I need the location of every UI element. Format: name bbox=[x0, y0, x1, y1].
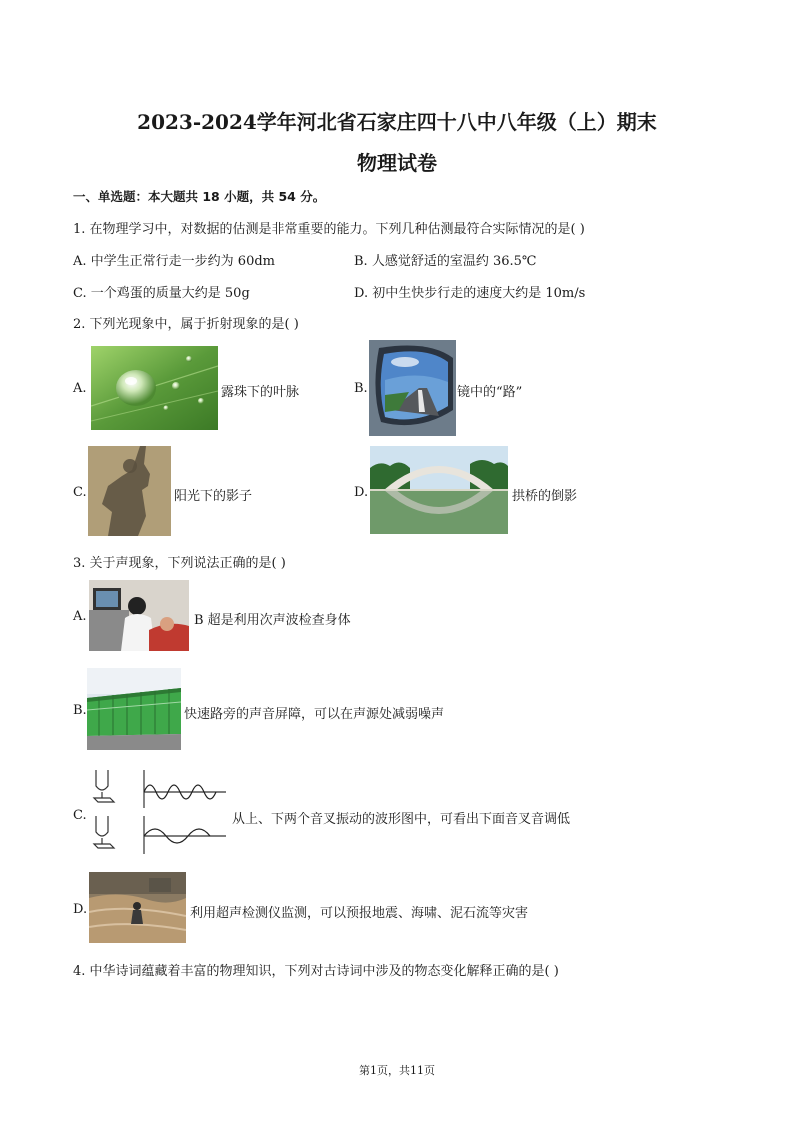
q3-option-b-letter: B. bbox=[73, 703, 87, 718]
q3-option-d-letter: D. bbox=[73, 902, 88, 917]
question-2-stem: 2. 下列光现象中，属于折射现象的是( ) bbox=[73, 317, 299, 332]
question-1-stem: 1. 在物理学习中，对数据的估测是非常重要的能力。下列几种估测最符合实际情况的是( ) bbox=[73, 222, 585, 237]
tuning-fork-waveform-diagram bbox=[88, 766, 230, 858]
question-4-stem: 4. 中华诗词蕴藏着丰富的物理知识，下列对古诗词中涉及的物态变化解释正确的是( ) bbox=[73, 964, 559, 979]
q3-option-c-letter: C. bbox=[73, 808, 87, 823]
q2-option-d-text: 拱桥的倒影 bbox=[512, 489, 578, 504]
option-text: 一个鸡蛋的质量大约是 50g bbox=[90, 286, 250, 301]
q3-option-b-text: 快速路旁的声音屏障，可以在声源处减弱噪声 bbox=[184, 707, 445, 722]
page-subtitle: 物理试卷 bbox=[357, 151, 437, 175]
section-heading: 一、单选题：本大题共 18 小题，共 54 分。 bbox=[73, 189, 326, 204]
q3-option-c-text: 从上、下两个音叉振动的波形图中，可看出下面音叉音调低 bbox=[232, 812, 571, 827]
q3-option-d-text: 利用超声检测仪监测，可以预报地震、海啸、泥石流等灾害 bbox=[190, 906, 529, 921]
option-letter: B. bbox=[354, 254, 368, 269]
q3-option-a-text: B 超是利用次声波检查身体 bbox=[194, 613, 351, 628]
q2-option-a-letter: A. bbox=[73, 381, 87, 396]
q1-option-d bbox=[354, 282, 585, 301]
dewdrop-leaf-image bbox=[91, 346, 218, 430]
page-title: 2023-2024学年河北省石家庄四十八中八年级（上）期末 bbox=[137, 110, 657, 134]
option-letter: C. bbox=[73, 286, 87, 301]
car-mirror-image bbox=[369, 340, 456, 436]
q2-option-b-text: 镜中的“路” bbox=[457, 385, 523, 400]
q1-option-b bbox=[354, 250, 536, 269]
option-text: 中学生正常行走一步约为 60dm bbox=[90, 254, 275, 269]
sound-barrier-image bbox=[87, 668, 181, 750]
q1-option-c bbox=[73, 282, 250, 301]
q2-option-c-letter: C. bbox=[73, 485, 87, 500]
q3-option-a-letter: A. bbox=[73, 609, 87, 624]
mudslide-image bbox=[89, 872, 186, 943]
question-3-stem: 3. 关于声现象，下列说法正确的是( ) bbox=[73, 556, 286, 571]
page-footer: 第1页，共11页 bbox=[359, 1064, 435, 1077]
q2-option-a-text: 露珠下的叶脉 bbox=[221, 385, 300, 400]
option-text: 初中生快步行走的速度大约是 10m/s bbox=[372, 286, 586, 301]
ultrasound-image bbox=[89, 580, 189, 651]
q2-option-b-letter: B. bbox=[354, 381, 368, 396]
q2-option-d-letter: D. bbox=[354, 485, 369, 500]
option-letter: D. bbox=[354, 286, 369, 301]
option-text: 人感觉舒适的室温约 36.5℃ bbox=[371, 254, 537, 269]
shadow-image bbox=[88, 446, 171, 536]
q2-option-c-text: 阳光下的影子 bbox=[174, 489, 253, 504]
q1-option-a bbox=[73, 250, 275, 269]
option-letter: A. bbox=[73, 254, 87, 269]
arch-bridge-image bbox=[370, 446, 508, 534]
